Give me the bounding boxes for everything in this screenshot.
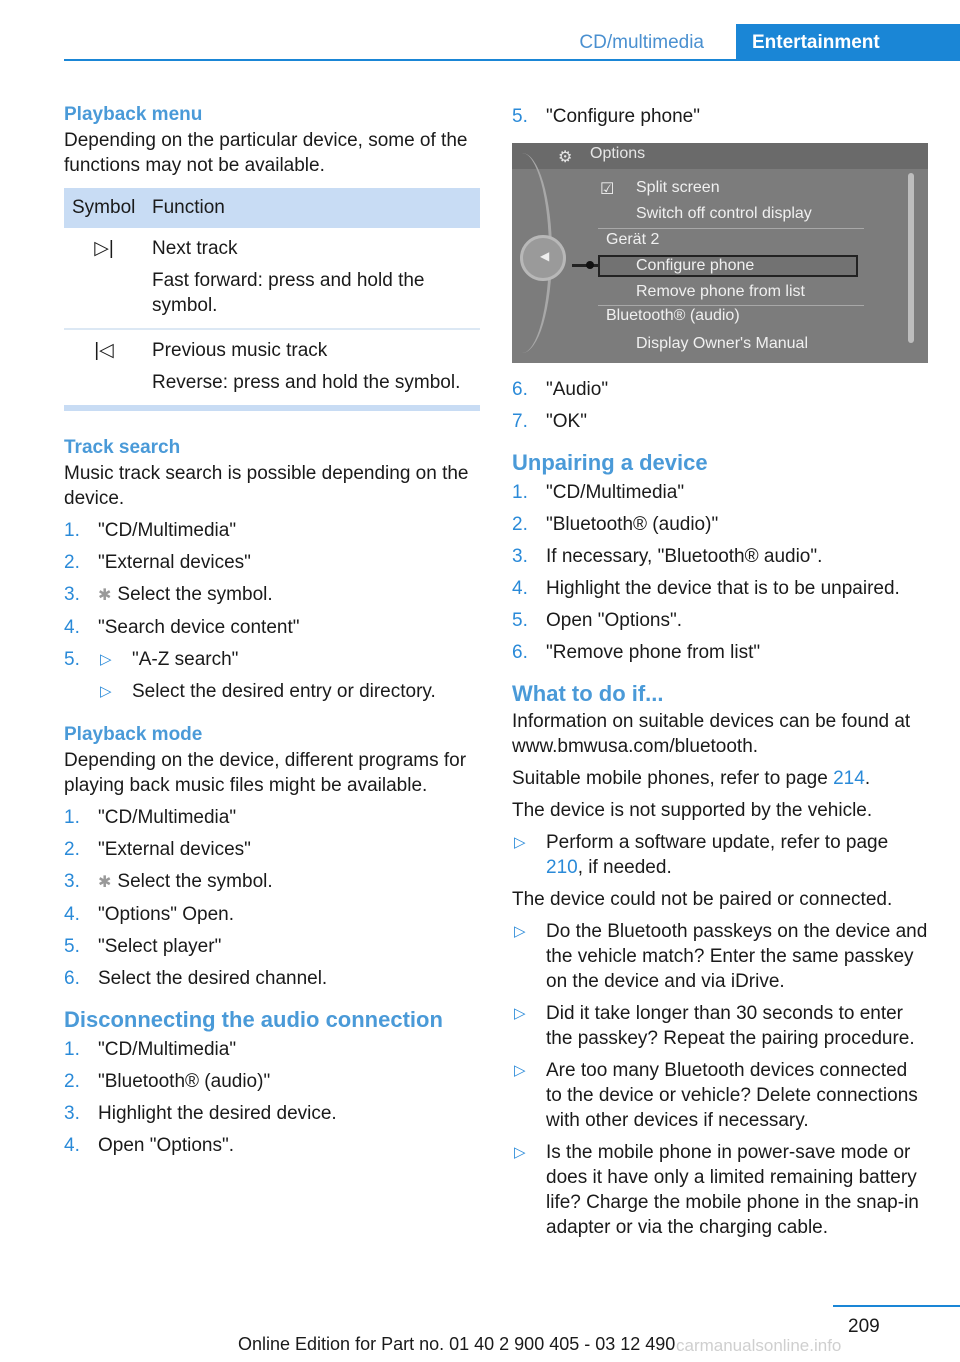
playback-mode-intro: Depending on the device, different programs for playing back music files might be available. (64, 750, 467, 796)
list-item: 4. "Search device content" (64, 617, 300, 638)
menu-item-switch-off: Switch off control display (636, 205, 812, 222)
list-item: ▷ "A-Z search" (100, 649, 239, 670)
not-supported-bullets (512, 830, 928, 880)
page-link-210[interactable]: 210 (546, 857, 578, 878)
menu-group-device: Gerät 2 (606, 231, 660, 248)
list-item: 3. If necessary, "Bluetooth® audio". (512, 546, 823, 567)
bluetooth-symbol-icon: ✱ (98, 587, 112, 604)
list-item: 2. "Bluetooth® (audio)" (64, 1071, 271, 1092)
list-item: 6. "Remove phone from list" (512, 642, 761, 663)
list-item: 4. "Options" Open. (64, 904, 235, 925)
list-item: ▷ Are too many Bluetooth devices connected to the device or vehicle? Delete connections with other devices if necessary. (514, 1060, 918, 1131)
list-item: 3. ✱ Select the symbol. (64, 871, 273, 892)
options-title-bar (512, 143, 928, 169)
list-item: 2. "External devices" (64, 839, 251, 860)
suitable-phones-text: Suitable mobile phones, refer to page 214. (512, 768, 871, 789)
footer-rule (833, 1305, 960, 1307)
audio-ok-steps (512, 377, 928, 434)
function-description: Fast forward: press and hold the symbol. (152, 270, 425, 316)
list-item: 5. Open "Options". (512, 610, 683, 631)
table-row (64, 329, 480, 405)
list-item: 5. "Configure phone" (512, 106, 700, 127)
not-paired-bullets (512, 919, 928, 1240)
bullet-triangle-icon: ▷ (514, 1005, 526, 1022)
list-item: 4. Open "Options". (64, 1135, 235, 1156)
bullet-triangle-icon: ▷ (514, 834, 526, 851)
table-bottom-rule (64, 405, 480, 411)
menu-item-remove-phone: Remove phone from list (636, 283, 805, 300)
list-item: 3. ✱ Select the symbol. (64, 584, 273, 605)
list-item: ▷ Is the mobile phone in power-save mode or does it have only a limited remaining battery life? Charge the mobile phone in the snap-in adapter or via the charging cable. (514, 1142, 919, 1238)
list-item: 4. Highlight the device that is to be unpaired. (512, 578, 900, 599)
next-track-icon: ▷| (94, 238, 114, 259)
list-item: 1. "CD/Multimedia" (64, 807, 237, 828)
what-to-do-title: What to do if... (512, 681, 664, 706)
list-item: ▷ Perform a software update, refer to page 210, if needed. (514, 832, 889, 878)
playback-menu-title: Playback menu (64, 104, 203, 125)
bullet-triangle-icon: ▷ (514, 923, 526, 940)
scroll-rail (908, 173, 914, 343)
list-item: 2. "Bluetooth® (audio)" (512, 514, 719, 535)
bullet-triangle-icon: ▷ (100, 651, 112, 668)
bullet-triangle-icon: ▷ (100, 683, 112, 700)
function-column-header: Function (144, 188, 480, 228)
unpairing-title: Unpairing a device (512, 450, 708, 475)
menu-item-configure-phone: Configure phone (636, 257, 755, 274)
previous-track-icon: |◁ (94, 340, 114, 361)
pointer-dot (586, 261, 594, 269)
checkbox-icon: ☑ (600, 181, 615, 198)
table-row (64, 228, 480, 329)
right-column (512, 100, 928, 1247)
list-item: 6. Select the desired channel. (64, 968, 328, 989)
bluetooth-symbol-icon: ✱ (98, 874, 112, 891)
list-item: 5. ▷ "A-Z search" ▷ Select the desired entry or directory. (64, 647, 480, 704)
track-search-title: Track search (64, 437, 181, 458)
menu-group-bluetooth: Bluetooth® (audio) (606, 307, 740, 324)
list-item: 6. "Audio" (512, 379, 609, 400)
bullet-triangle-icon: ▷ (514, 1144, 526, 1161)
unpairing-steps (512, 480, 928, 665)
track-search-steps (64, 518, 480, 704)
left-column (64, 100, 480, 1165)
function-name: Previous music track (152, 340, 328, 361)
bullet-triangle-icon: ▷ (514, 1062, 526, 1079)
list-item: 1. "CD/Multimedia" (512, 482, 685, 503)
page-number: 209 (848, 1316, 880, 1337)
disconnecting-title: Disconnecting the audio connection (64, 1007, 443, 1032)
list-item: ▷ Did it take longer than 30 seconds to enter the passkey? Repeat the pairing procedure. (514, 1003, 915, 1049)
playback-menu-intro: Depending on the particular device, some of the functions may not be available. (64, 130, 468, 176)
suitable-devices-text: Information on suitable devices can be found at www.bmwusa.com/bluetooth. (512, 711, 911, 757)
track-search-intro: Music track search is possible depending on the device. (64, 463, 469, 509)
left-arrow-icon: ◀ (540, 249, 550, 263)
playback-mode-steps (64, 805, 480, 991)
idrive-options-screenshot (512, 143, 928, 363)
section-label: CD/multimedia (579, 32, 704, 53)
chapter-tab: Entertainment (736, 24, 960, 61)
configure-steps (512, 104, 928, 129)
menu-item-split-screen: Split screen (636, 179, 720, 196)
symbol-column-header: Symbol (64, 188, 144, 228)
watermark: carmanualsonline.info (676, 1336, 842, 1355)
list-item: 5. "Select player" (64, 936, 222, 957)
list-item: 1. "CD/Multimedia" (64, 1039, 237, 1060)
playback-mode-title: Playback mode (64, 724, 203, 745)
list-item: ▷ Select the desired entry or directory. (100, 681, 436, 702)
not-supported-text: The device is not supported by the vehicle. (512, 800, 873, 821)
page-link-214[interactable]: 214 (833, 768, 865, 789)
symbol-table (64, 188, 480, 405)
list-item: ▷ Do the Bluetooth passkeys on the device and the vehicle match? Enter the same passkey on the device and via iDrive. (514, 921, 928, 992)
list-item: 7. "OK" (512, 411, 587, 432)
not-paired-text: The device could not be paired or connected. (512, 889, 893, 910)
list-item: 1. "CD/Multimedia" (64, 520, 237, 541)
list-item: 3. Highlight the desired device. (64, 1103, 337, 1124)
function-description: Reverse: press and hold the symbol. (152, 372, 461, 393)
page-header (0, 24, 960, 61)
options-title: Options (590, 145, 646, 162)
options-gear-icon: ⚙ (558, 149, 573, 166)
menu-item-owners-manual: Display Owner's Manual (636, 335, 809, 352)
header-rule (64, 59, 960, 61)
function-name: Next track (152, 238, 238, 259)
disconnecting-steps (64, 1037, 480, 1158)
list-item: 2. "External devices" (64, 552, 251, 573)
edition-text: Online Edition for Part no. 01 40 2 900 405 - 03 12 490 (238, 1334, 676, 1354)
